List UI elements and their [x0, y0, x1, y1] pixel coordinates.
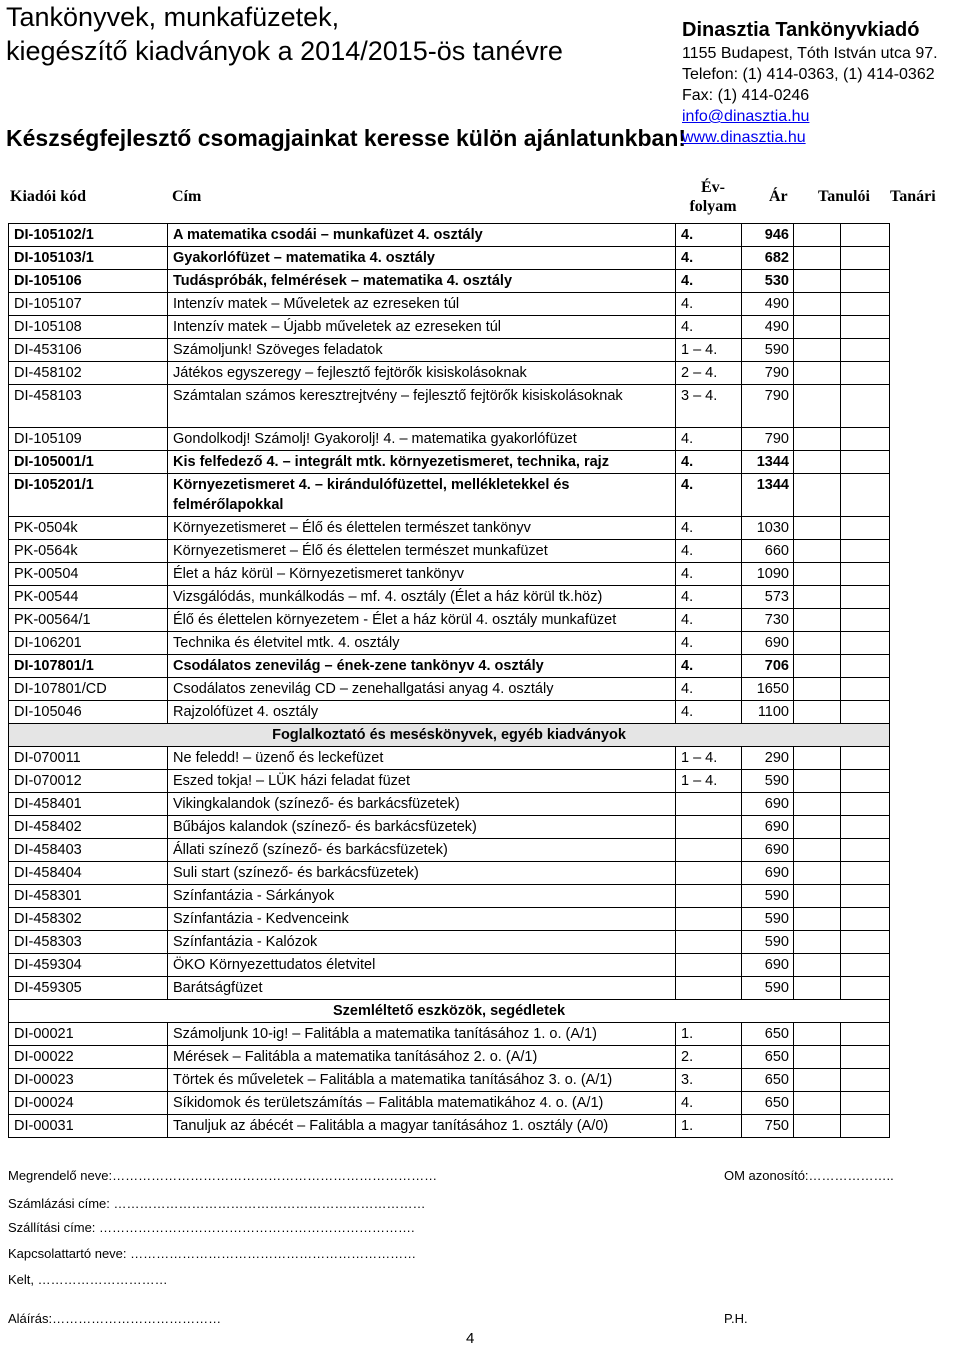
- table-row: [9, 609, 890, 632]
- item-grade: 4.: [676, 632, 742, 655]
- table-row: [9, 224, 890, 247]
- teacher-qty-input[interactable]: [841, 1115, 890, 1138]
- item-price: 590: [742, 339, 794, 362]
- table-row: [9, 563, 890, 586]
- teacher-qty-input[interactable]: [841, 655, 890, 678]
- student-qty-input[interactable]: [794, 862, 841, 885]
- teacher-qty-input[interactable]: [841, 1046, 890, 1069]
- item-price: 650: [742, 1023, 794, 1046]
- item-title: Állati színező (színező- és barkácsfüzetek): [168, 839, 676, 862]
- student-qty-input[interactable]: [794, 224, 841, 247]
- student-qty-input[interactable]: [794, 931, 841, 954]
- teacher-qty-input[interactable]: [841, 293, 890, 316]
- item-code: DI-105107: [9, 293, 168, 316]
- teacher-qty-input[interactable]: [841, 954, 890, 977]
- student-qty-input[interactable]: [794, 474, 841, 517]
- student-qty-input[interactable]: [794, 1092, 841, 1115]
- teacher-qty-input[interactable]: [841, 747, 890, 770]
- teacher-qty-input[interactable]: [841, 362, 890, 385]
- title-line-1: Tankönyvek, munkafüzetek,: [6, 2, 340, 32]
- item-grade: 1.: [676, 1023, 742, 1046]
- item-grade: 4.: [676, 563, 742, 586]
- teacher-qty-input[interactable]: [841, 931, 890, 954]
- item-title: Környezetismeret – Élő és élettelen természet tankönyv: [168, 517, 676, 540]
- item-title: Intenzív matek – Műveletek az ezreseken túl: [168, 293, 676, 316]
- table-row: [9, 655, 890, 678]
- teacher-qty-input[interactable]: [841, 1069, 890, 1092]
- student-qty-input[interactable]: [794, 678, 841, 701]
- item-price: 590: [742, 977, 794, 1000]
- item-price: 690: [742, 862, 794, 885]
- student-qty-input[interactable]: [794, 385, 841, 428]
- item-price: 690: [742, 793, 794, 816]
- item-grade: 4.: [676, 701, 742, 724]
- teacher-qty-input[interactable]: [841, 517, 890, 540]
- col-header-grade: [687, 178, 739, 216]
- item-title: Vikingkalandok (színező- és barkácsfüzetek): [168, 793, 676, 816]
- item-price: 650: [742, 1092, 794, 1115]
- table-row: [9, 977, 890, 1000]
- teacher-qty-input[interactable]: [841, 540, 890, 563]
- teacher-qty-input[interactable]: [841, 885, 890, 908]
- item-code: DI-105106: [9, 270, 168, 293]
- item-title: Környezetismeret – Élő és élettelen természet munkafüzet: [168, 540, 676, 563]
- item-price: 530: [742, 270, 794, 293]
- item-code: DI-458404: [9, 862, 168, 885]
- item-title: Ne feledd! – üzenő és leckefüzet: [168, 747, 676, 770]
- item-code: DI-00024: [9, 1092, 168, 1115]
- table-row: [9, 885, 890, 908]
- item-title: Barátságfüzet: [168, 977, 676, 1000]
- section-header-row: [9, 1000, 890, 1023]
- table-row: [9, 517, 890, 540]
- item-title: Törtek és műveletek – Falitábla a matematika tanításához 3. o. (A/1): [168, 1069, 676, 1092]
- item-price: 790: [742, 428, 794, 451]
- item-title: Tudáspróbák, felmérések – matematika 4. osztály: [168, 270, 676, 293]
- table-row: [9, 770, 890, 793]
- contact-name-field[interactable]: Kapcsolattartó neve: …………………………………………………………: [8, 1246, 417, 1261]
- teacher-qty-input[interactable]: [841, 609, 890, 632]
- table-row: [9, 954, 890, 977]
- item-price: 690: [742, 839, 794, 862]
- student-qty-input[interactable]: [794, 701, 841, 724]
- teacher-qty-input[interactable]: [841, 451, 890, 474]
- student-qty-input[interactable]: [794, 339, 841, 362]
- student-qty-input[interactable]: [794, 540, 841, 563]
- item-price: 790: [742, 362, 794, 385]
- student-qty-input[interactable]: [794, 428, 841, 451]
- student-qty-input[interactable]: [794, 770, 841, 793]
- item-price: 690: [742, 816, 794, 839]
- order-table-body: [9, 224, 890, 1138]
- item-title: Színfantázia - Sárkányok: [168, 885, 676, 908]
- teacher-qty-input[interactable]: [841, 862, 890, 885]
- student-qty-input[interactable]: [794, 1115, 841, 1138]
- item-grade: 4.: [676, 270, 742, 293]
- section-title: Foglalkoztató és meséskönyvek, egyéb kiadványok: [9, 724, 890, 747]
- item-title: Rajzolófüzet 4. osztály: [168, 701, 676, 724]
- col-header-grade-line1: Év-: [701, 179, 725, 196]
- item-title: Vizsgálódás, munkálkodás – mf. 4. osztály (Élet a ház körül tk.höz): [168, 586, 676, 609]
- student-qty-input[interactable]: [794, 586, 841, 609]
- teacher-qty-input[interactable]: [841, 563, 890, 586]
- publisher-phone: Telefon: (1) 414-0363, (1) 414-0362: [682, 66, 935, 83]
- item-code: DI-458402: [9, 816, 168, 839]
- student-qty-input[interactable]: [794, 451, 841, 474]
- item-code: PK-00504: [9, 563, 168, 586]
- item-code: DI-00031: [9, 1115, 168, 1138]
- item-code: PK-0564k: [9, 540, 168, 563]
- item-title: Eszed tokja! – LÜK házi feladat füzet: [168, 770, 676, 793]
- item-title: Élet a ház körül – Környezetismeret tankönyv: [168, 563, 676, 586]
- item-title: Csodálatos zenevilág – ének-zene tankönyv 4. osztály: [168, 655, 676, 678]
- item-code: DI-105102/1: [9, 224, 168, 247]
- item-price: 573: [742, 586, 794, 609]
- page-subtitle: Készségfejlesztő csomagjainkat keresse külön ajánlatunkban!: [6, 125, 687, 151]
- student-qty-input[interactable]: [794, 816, 841, 839]
- teacher-qty-input[interactable]: [841, 678, 890, 701]
- item-code: DI-458303: [9, 931, 168, 954]
- item-price: 690: [742, 954, 794, 977]
- item-price: 660: [742, 540, 794, 563]
- item-price: 750: [742, 1115, 794, 1138]
- billing-address-field[interactable]: Számlázási címe: ………………………………………………………………: [8, 1196, 426, 1211]
- item-code: DI-00021: [9, 1023, 168, 1046]
- item-title: Intenzív matek – Újabb műveletek az ezreseken túl: [168, 316, 676, 339]
- section-header-row: [9, 724, 890, 747]
- item-grade: 4.: [676, 655, 742, 678]
- teacher-qty-input[interactable]: [841, 793, 890, 816]
- item-code: DI-105103/1: [9, 247, 168, 270]
- title-line-2: kiegészítő kiadványok a 2014/2015-ös tanévre: [6, 36, 563, 66]
- item-title: Játékos egyszeregy – fejlesztő fejtörők kisiskolásoknak: [168, 362, 676, 385]
- teacher-qty-input[interactable]: [841, 586, 890, 609]
- item-title: ÖKO Környezettudatos életvitel: [168, 954, 676, 977]
- student-qty-input[interactable]: [794, 839, 841, 862]
- table-row: [9, 1115, 890, 1138]
- item-title: Csodálatos zenevilág CD – zenehallgatási anyag 4. osztály: [168, 678, 676, 701]
- item-grade: [676, 816, 742, 839]
- teacher-qty-input[interactable]: [841, 428, 890, 451]
- teacher-qty-input[interactable]: [841, 224, 890, 247]
- student-qty-input[interactable]: [794, 632, 841, 655]
- publisher-address: 1155 Budapest, Tóth István utca 97.: [682, 45, 938, 62]
- table-row: [9, 1092, 890, 1115]
- table-row: [9, 747, 890, 770]
- item-title: Mérések – Falitábla a matematika tanításához 2. o. (A/1): [168, 1046, 676, 1069]
- item-code: DI-459305: [9, 977, 168, 1000]
- student-qty-input[interactable]: [794, 977, 841, 1000]
- table-row: [9, 451, 890, 474]
- item-grade: [676, 977, 742, 1000]
- item-grade: 4.: [676, 1092, 742, 1115]
- student-qty-input[interactable]: [794, 954, 841, 977]
- teacher-qty-input[interactable]: [841, 247, 890, 270]
- teacher-qty-input[interactable]: [841, 316, 890, 339]
- table-row: [9, 931, 890, 954]
- table-row: [9, 793, 890, 816]
- student-qty-input[interactable]: [794, 270, 841, 293]
- item-title: Technika és életvitel mtk. 4. osztály: [168, 632, 676, 655]
- item-price: 690: [742, 632, 794, 655]
- item-code: DI-458102: [9, 362, 168, 385]
- table-row: [9, 839, 890, 862]
- student-qty-input[interactable]: [794, 1023, 841, 1046]
- table-row: [9, 1046, 890, 1069]
- shipping-address-field[interactable]: Szállítási címe: ……………………………………………………………….: [8, 1220, 415, 1235]
- publisher-fax: Fax: (1) 414-0246: [682, 87, 810, 104]
- page-number: 4: [466, 1330, 475, 1347]
- student-qty-input[interactable]: [794, 793, 841, 816]
- item-code: DI-459304: [9, 954, 168, 977]
- item-title: Gondolkodj! Számolj! Gyakorolj! 4. – matematika gyakorlófüzet: [168, 428, 676, 451]
- col-header-code: Kiadói kód: [10, 188, 87, 205]
- teacher-qty-input[interactable]: [841, 816, 890, 839]
- item-grade: [676, 908, 742, 931]
- item-grade: 4.: [676, 293, 742, 316]
- item-grade: [676, 931, 742, 954]
- table-row: [9, 1069, 890, 1092]
- item-grade: [676, 885, 742, 908]
- item-code: DI-106201: [9, 632, 168, 655]
- item-price: 730: [742, 609, 794, 632]
- item-price: 946: [742, 224, 794, 247]
- item-grade: [676, 839, 742, 862]
- item-price: 1344: [742, 451, 794, 474]
- page-title: [6, 0, 563, 68]
- table-row: [9, 701, 890, 724]
- table-row: [9, 339, 890, 362]
- student-qty-input[interactable]: [794, 316, 841, 339]
- publisher-web-link[interactable]: www.dinasztia.hu: [682, 129, 806, 146]
- item-grade: 4.: [676, 517, 742, 540]
- teacher-qty-input[interactable]: [841, 977, 890, 1000]
- date-field[interactable]: Kelt, …………………………: [8, 1272, 168, 1287]
- item-code: DI-107801/CD: [9, 678, 168, 701]
- table-row: [9, 678, 890, 701]
- orderer-field[interactable]: Megrendelő neve:…………………………………………………………………: [8, 1168, 438, 1183]
- header-title-block: [6, 0, 563, 68]
- item-price: 650: [742, 1046, 794, 1069]
- table-row: [9, 1023, 890, 1046]
- item-price: 1344: [742, 474, 794, 517]
- teacher-qty-input[interactable]: [841, 474, 890, 517]
- publisher-info: [682, 18, 938, 148]
- item-grade: [676, 954, 742, 977]
- table-row: [9, 316, 890, 339]
- item-title: Számoljunk 10-ig! – Falitábla a matematika tanításához 1. o. (A/1): [168, 1023, 676, 1046]
- item-price: 590: [742, 770, 794, 793]
- item-title: A matematika csodái – munkafüzet 4. osztály: [168, 224, 676, 247]
- item-grade: 4.: [676, 474, 742, 517]
- item-code: DI-00023: [9, 1069, 168, 1092]
- item-code: PK-00544: [9, 586, 168, 609]
- item-code: DI-458301: [9, 885, 168, 908]
- item-price: 1100: [742, 701, 794, 724]
- section-title: Szemléltető eszközök, segédletek: [9, 1000, 890, 1023]
- col-header-grade-line2: folyam: [689, 198, 737, 215]
- item-code: DI-458103: [9, 385, 168, 428]
- item-code: DI-070011: [9, 747, 168, 770]
- table-row: [9, 862, 890, 885]
- item-price: 1030: [742, 517, 794, 540]
- col-header-title: Cím: [172, 188, 202, 205]
- item-grade: 4.: [676, 540, 742, 563]
- item-code: PK-00564/1: [9, 609, 168, 632]
- item-grade: 2.: [676, 1046, 742, 1069]
- teacher-qty-input[interactable]: [841, 908, 890, 931]
- student-qty-input[interactable]: [794, 247, 841, 270]
- stamp-label: P.H.: [724, 1311, 748, 1326]
- table-row: [9, 385, 890, 428]
- item-price: 790: [742, 385, 794, 428]
- item-code: DI-458403: [9, 839, 168, 862]
- teacher-qty-input[interactable]: [841, 1092, 890, 1115]
- order-table: [8, 223, 890, 1138]
- col-header-price: Ár: [769, 188, 788, 205]
- item-title: Színfantázia - Kedvenceink: [168, 908, 676, 931]
- item-grade: 1.: [676, 1115, 742, 1138]
- student-qty-input[interactable]: [794, 1069, 841, 1092]
- teacher-qty-input[interactable]: [841, 701, 890, 724]
- student-qty-input[interactable]: [794, 362, 841, 385]
- item-code: DI-458302: [9, 908, 168, 931]
- item-title: Bűbájos kalandok (színező- és barkácsfüzetek): [168, 816, 676, 839]
- teacher-qty-input[interactable]: [841, 839, 890, 862]
- teacher-qty-input[interactable]: [841, 632, 890, 655]
- item-grade: 3.: [676, 1069, 742, 1092]
- item-price: 590: [742, 885, 794, 908]
- teacher-qty-input[interactable]: [841, 1023, 890, 1046]
- item-grade: 4.: [676, 678, 742, 701]
- column-headers: [0, 180, 960, 220]
- item-code: DI-070012: [9, 770, 168, 793]
- item-grade: [676, 793, 742, 816]
- table-row: [9, 540, 890, 563]
- item-grade: 1 – 4.: [676, 339, 742, 362]
- item-price: 590: [742, 908, 794, 931]
- item-title: Számoljunk! Szöveges feladatok: [168, 339, 676, 362]
- item-price: 706: [742, 655, 794, 678]
- item-title: Síkidomok és területszámítás – Falitábla matematikához 4. o. (A/1): [168, 1092, 676, 1115]
- item-grade: 1 – 4.: [676, 747, 742, 770]
- table-row: [9, 816, 890, 839]
- student-qty-input[interactable]: [794, 908, 841, 931]
- item-grade: 4.: [676, 224, 742, 247]
- item-title: Színfantázia - Kalózok: [168, 931, 676, 954]
- col-header-teacher: Tanári: [890, 188, 936, 205]
- table-row: [9, 293, 890, 316]
- item-code: DI-105046: [9, 701, 168, 724]
- student-qty-input[interactable]: [794, 1046, 841, 1069]
- teacher-qty-input[interactable]: [841, 270, 890, 293]
- item-grade: 4.: [676, 586, 742, 609]
- item-code: DI-107801/1: [9, 655, 168, 678]
- item-price: 490: [742, 316, 794, 339]
- item-grade: 2 – 4.: [676, 362, 742, 385]
- item-title: Számtalan számos keresztrejtvény – fejlesztő fejtörők kisiskolásoknak: [168, 385, 676, 428]
- student-qty-input[interactable]: [794, 655, 841, 678]
- item-grade: 3 – 4.: [676, 385, 742, 428]
- item-grade: 4.: [676, 451, 742, 474]
- item-title: Suli start (színező- és barkácsfüzetek): [168, 862, 676, 885]
- item-title: Gyakorlófüzet – matematika 4. osztály: [168, 247, 676, 270]
- item-title: Tanuljuk az ábécét – Falitábla a magyar tanításához 1. osztály (A/0): [168, 1115, 676, 1138]
- student-qty-input[interactable]: [794, 293, 841, 316]
- item-code: PK-0504k: [9, 517, 168, 540]
- table-row: [9, 362, 890, 385]
- item-price: 650: [742, 1069, 794, 1092]
- table-row: [9, 908, 890, 931]
- item-grade: 4.: [676, 609, 742, 632]
- table-row: [9, 428, 890, 451]
- student-qty-input[interactable]: [794, 609, 841, 632]
- student-qty-input[interactable]: [794, 563, 841, 586]
- item-code: DI-453106: [9, 339, 168, 362]
- item-price: 590: [742, 931, 794, 954]
- item-title: Élő és élettelen környezetem - Élet a ház körül 4. osztály munkafüzet: [168, 609, 676, 632]
- item-grade: 4.: [676, 316, 742, 339]
- item-grade: 4.: [676, 428, 742, 451]
- table-row: [9, 270, 890, 293]
- teacher-qty-input[interactable]: [841, 385, 890, 428]
- student-qty-input[interactable]: [794, 517, 841, 540]
- publisher-name: Dinasztia Tankönyvkiadó: [682, 19, 920, 41]
- item-grade: 1 – 4.: [676, 770, 742, 793]
- signature-field[interactable]: Aláírás:…………………………………: [8, 1311, 222, 1326]
- teacher-qty-input[interactable]: [841, 339, 890, 362]
- item-price: 490: [742, 293, 794, 316]
- item-title: Kis felfedező 4. – integrált mtk. környezetismeret, technika, rajz: [168, 451, 676, 474]
- table-row: [9, 632, 890, 655]
- publisher-email-link[interactable]: info@dinasztia.hu: [682, 108, 810, 125]
- item-price: 682: [742, 247, 794, 270]
- item-code: DI-105109: [9, 428, 168, 451]
- student-qty-input[interactable]: [794, 885, 841, 908]
- item-code: DI-105001/1: [9, 451, 168, 474]
- item-code: DI-00022: [9, 1046, 168, 1069]
- item-price: 1090: [742, 563, 794, 586]
- item-title: Környezetismeret 4. – kirándulófüzettel, mellékletekkel és felmérőlapokkal: [168, 474, 676, 517]
- item-code: DI-105108: [9, 316, 168, 339]
- item-price: 1650: [742, 678, 794, 701]
- item-code: DI-458401: [9, 793, 168, 816]
- table-row: [9, 474, 890, 517]
- item-code: DI-105201/1: [9, 474, 168, 517]
- item-grade: 4.: [676, 247, 742, 270]
- col-header-student: Tanulói: [818, 188, 870, 205]
- table-row: [9, 247, 890, 270]
- om-id-field[interactable]: OM azonosító:………………..: [724, 1168, 894, 1183]
- teacher-qty-input[interactable]: [841, 770, 890, 793]
- item-grade: [676, 862, 742, 885]
- item-price: 290: [742, 747, 794, 770]
- table-row: [9, 586, 890, 609]
- student-qty-input[interactable]: [794, 747, 841, 770]
